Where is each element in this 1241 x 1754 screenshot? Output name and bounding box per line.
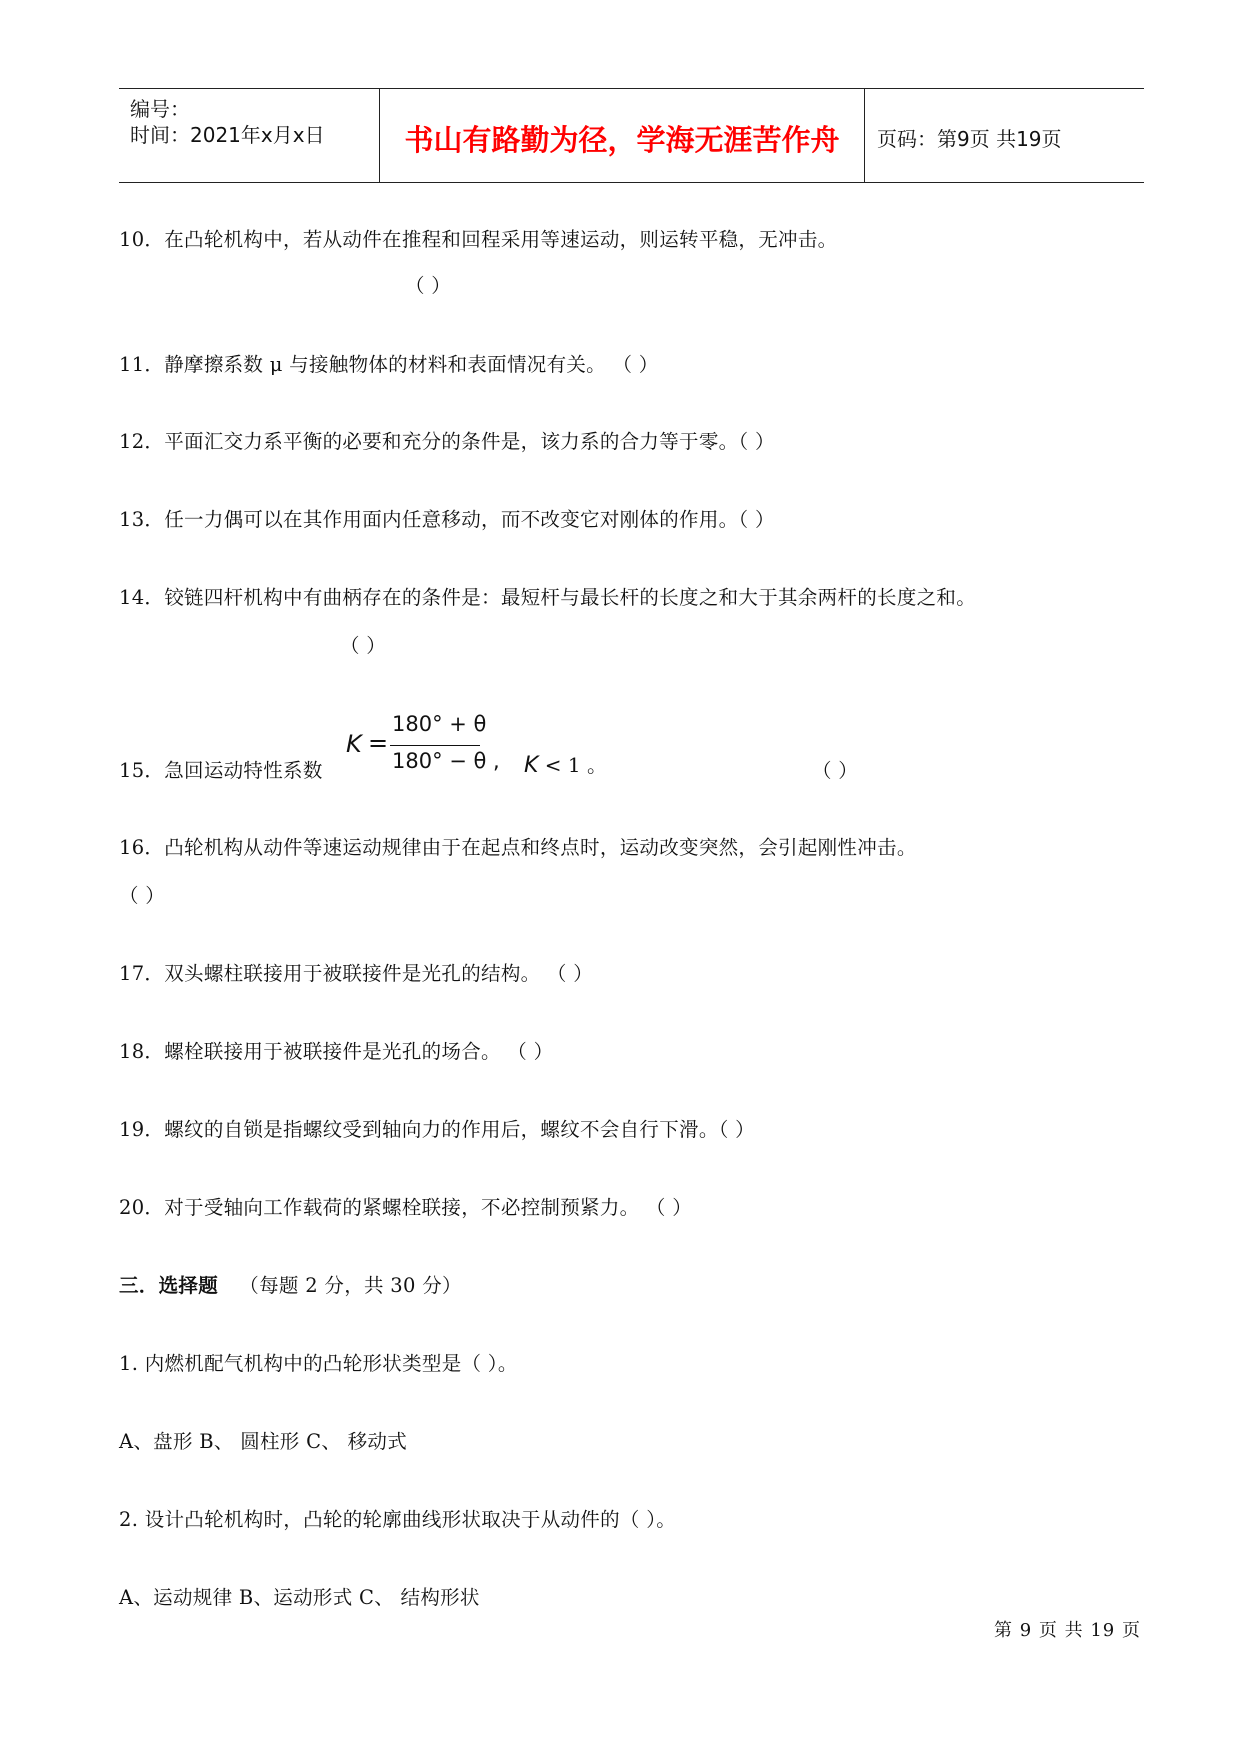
formula-numerator: 180° + θ [392, 712, 487, 736]
serial-label: 编号： [130, 97, 190, 121]
question-18: 18．螺栓联接用于被联接件是光孔的场合。 （ ） [119, 1040, 554, 1063]
condition-rest: < 1 。 [538, 753, 607, 777]
section-3-note: （每题 2 分，共 30 分） [239, 1274, 462, 1297]
header-page-cell [865, 89, 1144, 182]
question-17: 17．双头螺柱联接用于被联接件是光孔的结构。 （ ） [119, 962, 594, 985]
condition-k: K [524, 753, 539, 778]
header-page-info: 页码：第9页 共19页 [877, 127, 1062, 151]
formula-equals: = [368, 729, 389, 757]
choice-question-2-options: A、运动规律 B、运动形式 C、 结构形状 [119, 1586, 480, 1609]
formula-denominator: 180° − θ , [392, 749, 500, 773]
question-12: 12．平面汇交力系平衡的必要和充分的条件是，该力系的合力等于零。（ ） [119, 430, 775, 453]
formula-condition [524, 749, 607, 778]
section-3-title: 三．选择题 [119, 1274, 219, 1297]
question-11: 11．静摩擦系数 μ 与接触物体的材料和表面情况有关。 （ ） [119, 353, 659, 376]
question-15: 15．急回运动特性系数 [119, 759, 323, 782]
question-15-answer-blank: （ ） [812, 759, 859, 782]
choice-question-2: 2. 设计凸轮机构时，凸轮的轮廓曲线形状取决于从动件的（ ）。 [119, 1508, 677, 1531]
section-3-heading [119, 1270, 462, 1298]
formula-k: K [346, 730, 362, 758]
header-motto-cell [379, 89, 865, 182]
question-13: 13．任一力偶可以在其作用面内任意移动，而不改变它对刚体的作用。（ ） [119, 508, 775, 531]
return-ratio-formula [346, 712, 500, 780]
question-14: 14．铰链四杆机构中有曲柄存在的条件是：最短杆与最长杆的长度之和大于其余两杆的长度之和。 [119, 586, 977, 609]
question-14-answer-blank: （ ） [340, 634, 387, 657]
page-header [119, 88, 1144, 183]
question-20: 20．对于受轴向工作载荷的紧螺栓联接，不必控制预紧力。 （ ） [119, 1196, 693, 1219]
choice-question-1: 1. 内燃机配气机构中的凸轮形状类型是（ ）。 [119, 1352, 518, 1375]
question-10: 10．在凸轮机构中，若从动件在推程和回程采用等速运动，则运转平稳，无冲击。 [119, 228, 838, 251]
header-motto: 书山有路勤为径，学海无涯苦作舟 [404, 123, 840, 157]
fraction-bar [390, 745, 480, 746]
question-16: 16．凸轮机构从动件等速运动规律由于在起点和终点时，运动改变突然，会引起刚性冲击。 [119, 836, 917, 859]
question-10-answer-blank: （ ） [405, 274, 452, 297]
page-footer: 第 9 页 共 19 页 [994, 1620, 1141, 1641]
time-label: 时间：2021年x月x日 [130, 123, 325, 147]
header-meta-cell [119, 89, 379, 182]
question-16-answer-blank: （ ） [119, 884, 166, 907]
question-19: 19．螺纹的自锁是指螺纹受到轴向力的作用后，螺纹不会自行下滑。（ ） [119, 1118, 755, 1141]
choice-question-1-options: A、盘形 B、 圆柱形 C、 移动式 [119, 1430, 408, 1453]
